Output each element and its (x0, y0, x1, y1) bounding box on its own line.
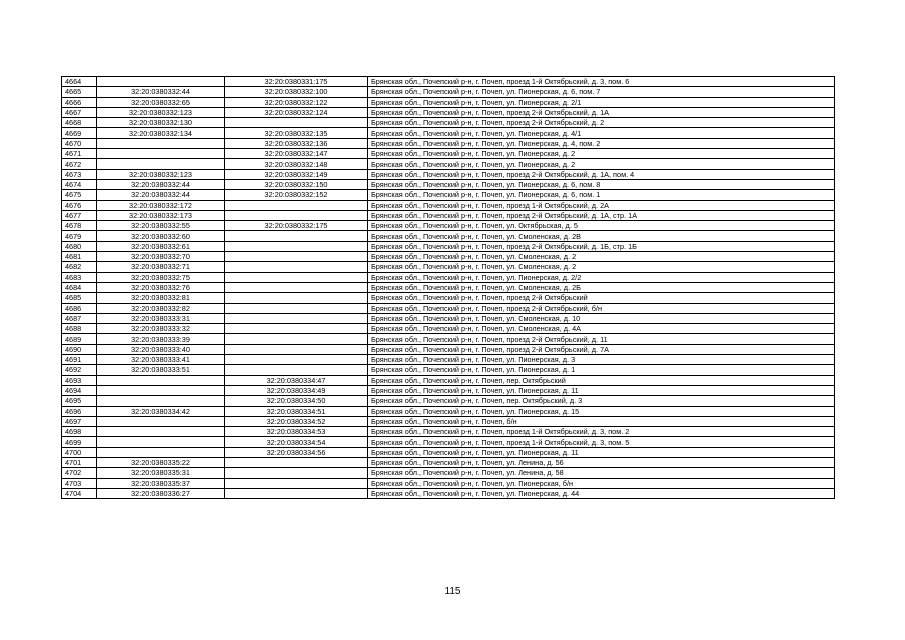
parcel-number-cell: 32:20:0380333:39 (97, 334, 225, 344)
object-number-cell (225, 262, 368, 272)
parcel-number-cell: 32:20:0380332:44 (97, 87, 225, 97)
table-row (62, 231, 835, 241)
object-number-cell: 32:20:0380332:100 (225, 87, 368, 97)
row-number-cell: 4681 (62, 252, 97, 262)
object-number-cell: 32:20:0380334:56 (225, 447, 368, 457)
parcel-number-cell: 32:20:0380333:41 (97, 355, 225, 365)
address-cell: Брянская обл., Почепский р-н, г. Почеп, ул. Пионерская, б/н (368, 478, 835, 488)
object-number-cell (225, 272, 368, 282)
address-cell: Брянская обл., Почепский р-н, г. Почеп, проезд 2-й Октябрьский, д. 2 (368, 118, 835, 128)
table-row (62, 478, 835, 488)
table-row (62, 324, 835, 334)
table-row (62, 488, 835, 498)
parcel-number-cell: 32:20:0380334:42 (97, 406, 225, 416)
row-number-cell: 4702 (62, 468, 97, 478)
address-cell: Брянская обл., Почепский р-н, г. Почеп, проезд 2-й Октябрьский, д. 1Б, стр. 1Б (368, 241, 835, 251)
table-row (62, 252, 835, 262)
row-number-cell: 4677 (62, 210, 97, 220)
address-cell: Брянская обл., Почепский р-н, г. Почеп, ул. Пионерская, д. 2 (368, 159, 835, 169)
address-cell: Брянская обл., Почепский р-н, г. Почеп, ул. Смоленская, д. 2 (368, 262, 835, 272)
parcel-number-cell (97, 385, 225, 395)
address-cell: Брянская обл., Почепский р-н, г. Почеп, ул. Пионерская, д. 2 (368, 149, 835, 159)
table-row (62, 457, 835, 467)
address-cell: Брянская обл., Почепский р-н, г. Почеп, ул. Пионерская, д. 6, пом. 1 (368, 190, 835, 200)
row-number-cell: 4701 (62, 457, 97, 467)
address-cell: Брянская обл., Почепский р-н, г. Почеп, ул. Смоленская, д. 10 (368, 313, 835, 323)
address-cell: Брянская обл., Почепский р-н, г. Почеп, ул. Пионерская, д. 6, пом. 8 (368, 179, 835, 189)
address-cell: Брянская обл., Почепский р-н, г. Почеп, проезд 2-й Октябрьский, д. 1А (368, 107, 835, 117)
parcel-number-cell (97, 427, 225, 437)
row-number-cell: 4679 (62, 231, 97, 241)
address-cell: Брянская обл., Почепский р-н, г. Почеп, проезд 2-й Октябрьский, д. 7А (368, 344, 835, 354)
object-number-cell (225, 282, 368, 292)
parcel-number-cell: 32:20:0380332:76 (97, 282, 225, 292)
row-number-cell: 4688 (62, 324, 97, 334)
table-row (62, 97, 835, 107)
table-row (62, 447, 835, 457)
object-number-cell: 32:20:0380332:149 (225, 169, 368, 179)
table-row (62, 190, 835, 200)
table-row (62, 138, 835, 148)
address-cell: Брянская обл., Почепский р-н, г. Почеп, ул. Пионерская, д. 44 (368, 488, 835, 498)
cadastral-register-table (61, 76, 835, 499)
address-cell: Брянская обл., Почепский р-н, г. Почеп, проезд 1-й Октябрьский, д. 3, пом. 5 (368, 437, 835, 447)
table-row (62, 221, 835, 231)
parcel-number-cell: 32:20:0380333:51 (97, 365, 225, 375)
table-row (62, 344, 835, 354)
row-number-cell: 4670 (62, 138, 97, 148)
object-number-cell: 32:20:0380334:53 (225, 427, 368, 437)
table-row (62, 118, 835, 128)
object-number-cell (225, 457, 368, 467)
object-number-cell: 32:20:0380332:147 (225, 149, 368, 159)
parcel-number-cell (97, 437, 225, 447)
row-number-cell: 4680 (62, 241, 97, 251)
row-number-cell: 4694 (62, 385, 97, 395)
object-number-cell (225, 303, 368, 313)
parcel-number-cell: 32:20:0380332:65 (97, 97, 225, 107)
object-number-cell: 32:20:0380334:51 (225, 406, 368, 416)
address-cell: Брянская обл., Почепский р-н, г. Почеп, б/н (368, 416, 835, 426)
address-cell: Брянская обл., Почепский р-н, г. Почеп, проезд 1-й Октябрьский, д. 2А (368, 200, 835, 210)
parcel-number-cell: 32:20:0380332:71 (97, 262, 225, 272)
object-number-cell: 32:20:0380334:52 (225, 416, 368, 426)
object-number-cell (225, 252, 368, 262)
address-cell: Брянская обл., Почепский р-н, г. Почеп, ул. Пионерская, д. 2/1 (368, 97, 835, 107)
parcel-number-cell: 32:20:0380336:27 (97, 488, 225, 498)
parcel-number-cell: 32:20:0380332:172 (97, 200, 225, 210)
address-cell: Брянская обл., Почепский р-н, г. Почеп, пер. Октябрьский (368, 375, 835, 385)
parcel-number-cell: 32:20:0380332:44 (97, 179, 225, 189)
table-row (62, 87, 835, 97)
address-cell: Брянская обл., Почепский р-н, г. Почеп, ул. Смоленская, д. 2 (368, 252, 835, 262)
object-number-cell: 32:20:0380334:54 (225, 437, 368, 447)
page-number: 115 (444, 586, 461, 597)
parcel-number-cell: 32:20:0380332:44 (97, 190, 225, 200)
row-number-cell: 4678 (62, 221, 97, 231)
row-number-cell: 4686 (62, 303, 97, 313)
table-row (62, 293, 835, 303)
table-body (62, 77, 835, 499)
object-number-cell (225, 365, 368, 375)
table-row (62, 427, 835, 437)
parcel-number-cell (97, 149, 225, 159)
object-number-cell (225, 210, 368, 220)
address-cell: Брянская обл., Почепский р-н, г. Почеп, ул. Пионерская, д. 1 (368, 365, 835, 375)
object-number-cell: 32:20:0380334:50 (225, 396, 368, 406)
row-number-cell: 4673 (62, 169, 97, 179)
address-cell: Брянская обл., Почепский р-н, г. Почеп, проезд 1-й Октябрьский, д. 3, пом. 6 (368, 77, 835, 87)
address-cell: Брянская обл., Почепский р-н, г. Почеп, проезд 2-й Октябрьский, б/н (368, 303, 835, 313)
table-row (62, 107, 835, 117)
address-cell: Брянская обл., Почепский р-н, г. Почеп, ул. Смоленская, д. 2В (368, 231, 835, 241)
table-row (62, 355, 835, 365)
table-row (62, 416, 835, 426)
table-row (62, 128, 835, 138)
address-cell: Брянская обл., Почепский р-н, г. Почеп, ул. Пионерская, д. 6, пом. 7 (368, 87, 835, 97)
object-number-cell: 32:20:0380332:136 (225, 138, 368, 148)
row-number-cell: 4704 (62, 488, 97, 498)
address-cell: Брянская обл., Почепский р-н, г. Почеп, ул. Пионерская, д. 4, пом. 2 (368, 138, 835, 148)
object-number-cell (225, 241, 368, 251)
row-number-cell: 4683 (62, 272, 97, 282)
parcel-number-cell: 32:20:0380332:123 (97, 107, 225, 117)
table-row (62, 179, 835, 189)
row-number-cell: 4671 (62, 149, 97, 159)
object-number-cell: 32:20:0380332:135 (225, 128, 368, 138)
parcel-number-cell: 32:20:0380335:22 (97, 457, 225, 467)
table-row (62, 200, 835, 210)
parcel-number-cell: 32:20:0380332:81 (97, 293, 225, 303)
parcel-number-cell: 32:20:0380332:70 (97, 252, 225, 262)
row-number-cell: 4666 (62, 97, 97, 107)
object-number-cell: 32:20:0380332:124 (225, 107, 368, 117)
row-number-cell: 4699 (62, 437, 97, 447)
object-number-cell (225, 468, 368, 478)
address-cell: Брянская обл., Почепский р-н, г. Почеп, ул. Смоленская, д. 2Б (368, 282, 835, 292)
parcel-number-cell (97, 138, 225, 148)
row-number-cell: 4676 (62, 200, 97, 210)
table-row (62, 375, 835, 385)
parcel-number-cell: 32:20:0380332:134 (97, 128, 225, 138)
row-number-cell: 4696 (62, 406, 97, 416)
address-cell: Брянская обл., Почепский р-н, г. Почеп, ул. Пионерская, д. 11 (368, 447, 835, 457)
row-number-cell: 4682 (62, 262, 97, 272)
address-cell: Брянская обл., Почепский р-н, г. Почеп, проезд 1-й Октябрьский, д. 3, пом. 2 (368, 427, 835, 437)
address-cell: Брянская обл., Почепский р-н, г. Почеп, ул. Смоленская, д. 4А (368, 324, 835, 334)
row-number-cell: 4689 (62, 334, 97, 344)
object-number-cell (225, 488, 368, 498)
address-cell: Брянская обл., Почепский р-н, г. Почеп, проезд 2-й Октябрьский, д. 1А, стр. 1А (368, 210, 835, 220)
parcel-number-cell: 32:20:0380332:75 (97, 272, 225, 282)
object-number-cell (225, 313, 368, 323)
object-number-cell: 32:20:0380332:148 (225, 159, 368, 169)
parcel-number-cell: 32:20:0380333:40 (97, 344, 225, 354)
object-number-cell (225, 293, 368, 303)
row-number-cell: 4693 (62, 375, 97, 385)
row-number-cell: 4691 (62, 355, 97, 365)
address-cell: Брянская обл., Почепский р-н, г. Почеп, пер. Октябрьский, д. 3 (368, 396, 835, 406)
table-row (62, 272, 835, 282)
row-number-cell: 4698 (62, 427, 97, 437)
row-number-cell: 4668 (62, 118, 97, 128)
parcel-number-cell: 32:20:0380332:82 (97, 303, 225, 313)
row-number-cell: 4700 (62, 447, 97, 457)
row-number-cell: 4675 (62, 190, 97, 200)
address-cell: Брянская обл., Почепский р-н, г. Почеп, ул. Пионерская, д. 11 (368, 385, 835, 395)
parcel-number-cell: 32:20:0380335:31 (97, 468, 225, 478)
table-row (62, 365, 835, 375)
row-number-cell: 4684 (62, 282, 97, 292)
row-number-cell: 4685 (62, 293, 97, 303)
object-number-cell: 32:20:0380332:152 (225, 190, 368, 200)
object-number-cell (225, 200, 368, 210)
object-number-cell: 32:20:0380332:175 (225, 221, 368, 231)
table-row (62, 406, 835, 416)
table-row (62, 77, 835, 87)
object-number-cell (225, 324, 368, 334)
table-row (62, 303, 835, 313)
row-number-cell: 4667 (62, 107, 97, 117)
address-cell: Брянская обл., Почепский р-н, г. Почеп, ул. Октябрьская, д. 5 (368, 221, 835, 231)
address-cell: Брянская обл., Почепский р-н, г. Почеп, ул. Пионерская, д. 4/1 (368, 128, 835, 138)
row-number-cell: 4664 (62, 77, 97, 87)
object-number-cell (225, 118, 368, 128)
address-cell: Брянская обл., Почепский р-н, г. Почеп, ул. Ленина, д. 58 (368, 468, 835, 478)
parcel-number-cell (97, 375, 225, 385)
table-row (62, 262, 835, 272)
table-row (62, 210, 835, 220)
row-number-cell: 4665 (62, 87, 97, 97)
object-number-cell (225, 344, 368, 354)
table-row (62, 385, 835, 395)
row-number-cell: 4674 (62, 179, 97, 189)
parcel-number-cell: 32:20:0380333:31 (97, 313, 225, 323)
object-number-cell: 32:20:0380332:122 (225, 97, 368, 107)
parcel-number-cell: 32:20:0380332:130 (97, 118, 225, 128)
table-row (62, 159, 835, 169)
parcel-number-cell: 32:20:0380332:60 (97, 231, 225, 241)
table-row (62, 437, 835, 447)
address-cell: Брянская обл., Почепский р-н, г. Почеп, проезд 2-й Октябрьский, д. 1А, пом. 4 (368, 169, 835, 179)
address-cell: Брянская обл., Почепский р-н, г. Почеп, ул. Ленина, д. 56 (368, 457, 835, 467)
row-number-cell: 4697 (62, 416, 97, 426)
object-number-cell: 32:20:0380331:175 (225, 77, 368, 87)
row-number-cell: 4692 (62, 365, 97, 375)
object-number-cell: 32:20:0380334:47 (225, 375, 368, 385)
address-cell: Брянская обл., Почепский р-н, г. Почеп, проезд 2-й Октябрьский (368, 293, 835, 303)
parcel-number-cell (97, 396, 225, 406)
row-number-cell: 4672 (62, 159, 97, 169)
parcel-number-cell (97, 159, 225, 169)
parcel-number-cell: 32:20:0380332:61 (97, 241, 225, 251)
parcel-number-cell (97, 447, 225, 457)
table-row (62, 313, 835, 323)
object-number-cell (225, 231, 368, 241)
parcel-number-cell: 32:20:0380333:32 (97, 324, 225, 334)
address-cell: Брянская обл., Почепский р-н, г. Почеп, ул. Пионерская, д. 3 (368, 355, 835, 365)
row-number-cell: 4687 (62, 313, 97, 323)
table-row (62, 282, 835, 292)
table-row (62, 169, 835, 179)
row-number-cell: 4695 (62, 396, 97, 406)
parcel-number-cell: 32:20:0380332:55 (97, 221, 225, 231)
object-number-cell (225, 478, 368, 488)
row-number-cell: 4703 (62, 478, 97, 488)
address-cell: Брянская обл., Почепский р-н, г. Почеп, ул. Пионерская, д. 15 (368, 406, 835, 416)
object-number-cell: 32:20:0380334:49 (225, 385, 368, 395)
object-number-cell (225, 355, 368, 365)
table-row (62, 334, 835, 344)
address-cell: Брянская обл., Почепский р-н, г. Почеп, ул. Пионерская, д. 2/2 (368, 272, 835, 282)
row-number-cell: 4690 (62, 344, 97, 354)
table-row (62, 241, 835, 251)
table-row (62, 149, 835, 159)
parcel-number-cell: 32:20:0380332:123 (97, 169, 225, 179)
parcel-number-cell: 32:20:0380335:37 (97, 478, 225, 488)
table-row (62, 468, 835, 478)
parcel-number-cell: 32:20:0380332:173 (97, 210, 225, 220)
table-row (62, 396, 835, 406)
parcel-number-cell (97, 77, 225, 87)
parcel-number-cell (97, 416, 225, 426)
row-number-cell: 4669 (62, 128, 97, 138)
object-number-cell: 32:20:0380332:150 (225, 179, 368, 189)
address-cell: Брянская обл., Почепский р-н, г. Почеп, проезд 2-й Октябрьский, д. 11 (368, 334, 835, 344)
object-number-cell (225, 334, 368, 344)
